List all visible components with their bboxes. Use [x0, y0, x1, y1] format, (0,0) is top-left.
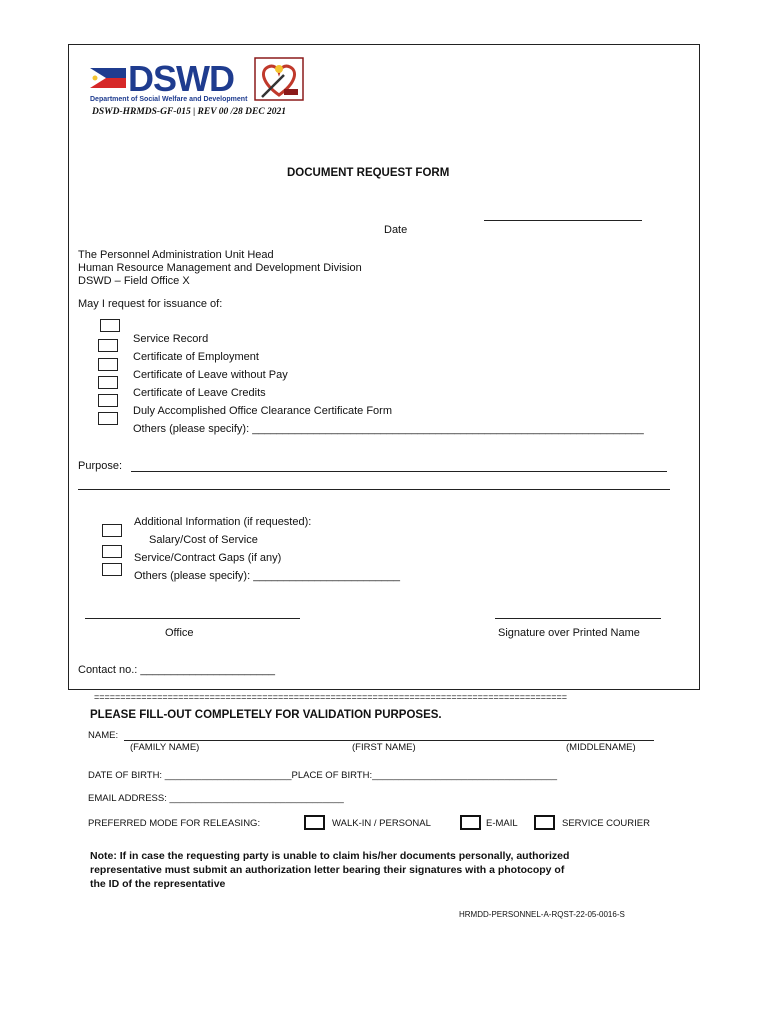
note-line-1: Note: If in case the requesting party is unable to claim his/her documents personally, authorized [90, 850, 570, 862]
dob-place-fields[interactable]: DATE OF BIRTH: ________________________PLACE OF BIRTH:___________________________________ [88, 770, 558, 781]
request-item-leave-credits: Certificate of Leave Credits [133, 387, 266, 399]
form-title: DOCUMENT REQUEST FORM [287, 167, 450, 179]
checkbox-others[interactable] [98, 412, 118, 425]
request-item-service-record: Service Record [133, 333, 209, 345]
releasing-mode-label: PREFERRED MODE FOR RELEASING: [88, 818, 261, 829]
name-label: NAME: [88, 730, 119, 741]
office-line[interactable] [85, 618, 300, 619]
request-intro: May I request for issuance of: [78, 298, 223, 310]
checkbox-walk-in[interactable] [304, 815, 325, 830]
form-border [68, 44, 700, 690]
checkbox-office-clearance[interactable] [98, 394, 118, 407]
checkbox-service-record[interactable] [100, 319, 120, 332]
checkbox-service-courier[interactable] [534, 815, 555, 830]
logo-text: DSWD [128, 58, 234, 99]
purpose-line-2[interactable] [78, 489, 670, 490]
addressee-line-2: Human Resource Management and Development Division [78, 262, 362, 274]
checkbox-email[interactable] [460, 815, 481, 830]
mode-email: E-MAIL [486, 818, 518, 829]
request-item-certificate-employment: Certificate of Employment [133, 351, 259, 363]
additional-item-gaps: Service/Contract Gaps (if any) [134, 552, 282, 564]
addressee-line-3: DSWD – Field Office X [78, 275, 190, 287]
purpose-line-1[interactable] [131, 471, 667, 472]
contact-field[interactable]: Contact no.: ______________________ [78, 664, 275, 676]
signature-label: Signature over Printed Name [498, 627, 640, 639]
separator: ========================================================================================== [94, 692, 568, 702]
checkbox-leave-credits[interactable] [98, 376, 118, 389]
request-item-office-clearance: Duly Accomplished Office Clearance Certificate Form [133, 405, 393, 417]
signature-line[interactable] [495, 618, 661, 619]
first-name-label: (FIRST NAME) [352, 742, 416, 753]
additional-item-others[interactable]: Others (please specify): ________________________ [134, 570, 401, 582]
mode-walk-in: WALK-IN / PERSONAL [332, 818, 431, 829]
checkbox-additional-salary[interactable] [102, 524, 122, 537]
request-item-others[interactable]: Others (please specify): ________________________________________________________________ [133, 423, 644, 435]
checkbox-additional-others[interactable] [102, 563, 122, 576]
mode-service-courier: SERVICE COURIER [562, 818, 650, 829]
dswd-flag-icon [90, 64, 126, 94]
additional-item-salary: Salary/Cost of Service [149, 534, 258, 546]
checkbox-certificate-employment[interactable] [98, 339, 118, 352]
purpose-label: Purpose: [78, 460, 123, 472]
validation-heading: PLEASE FILL-OUT COMPLETELY FOR VALIDATION PURPOSES. [90, 709, 442, 721]
checkbox-leave-without-pay[interactable] [98, 358, 118, 371]
name-field-line[interactable] [124, 740, 654, 741]
date-field-line[interactable] [484, 220, 642, 221]
note-line-3: the ID of the representative [90, 878, 226, 890]
office-label: Office [165, 627, 194, 639]
request-item-leave-without-pay: Certificate of Leave without Pay [133, 369, 288, 381]
checkbox-additional-gaps[interactable] [102, 545, 122, 558]
family-name-label: (FAMILY NAME) [130, 742, 200, 753]
addressee-line-1: The Personnel Administration Unit Head [78, 249, 274, 261]
form-code: HRMDD-PERSONNEL-A-RQST-22-05-0016-S [459, 910, 625, 919]
date-label: Date [384, 224, 408, 236]
form-reference: DSWD-HRMDS-GF-015 | REV 00 /28 DEC 2021 [92, 107, 287, 117]
logo-subtitle: Department of Social Welfare and Development [90, 96, 248, 103]
middle-name-label: (MIDDLENAME) [566, 742, 636, 753]
additional-info-label: Additional Information (if requested): [134, 516, 312, 528]
note-line-2: representative must submit an authorization letter bearing their signatures with a photocopy of [90, 864, 565, 876]
heart-emblem-icon [254, 57, 304, 101]
email-field[interactable]: EMAIL ADDRESS: _________________________________ [88, 793, 344, 804]
